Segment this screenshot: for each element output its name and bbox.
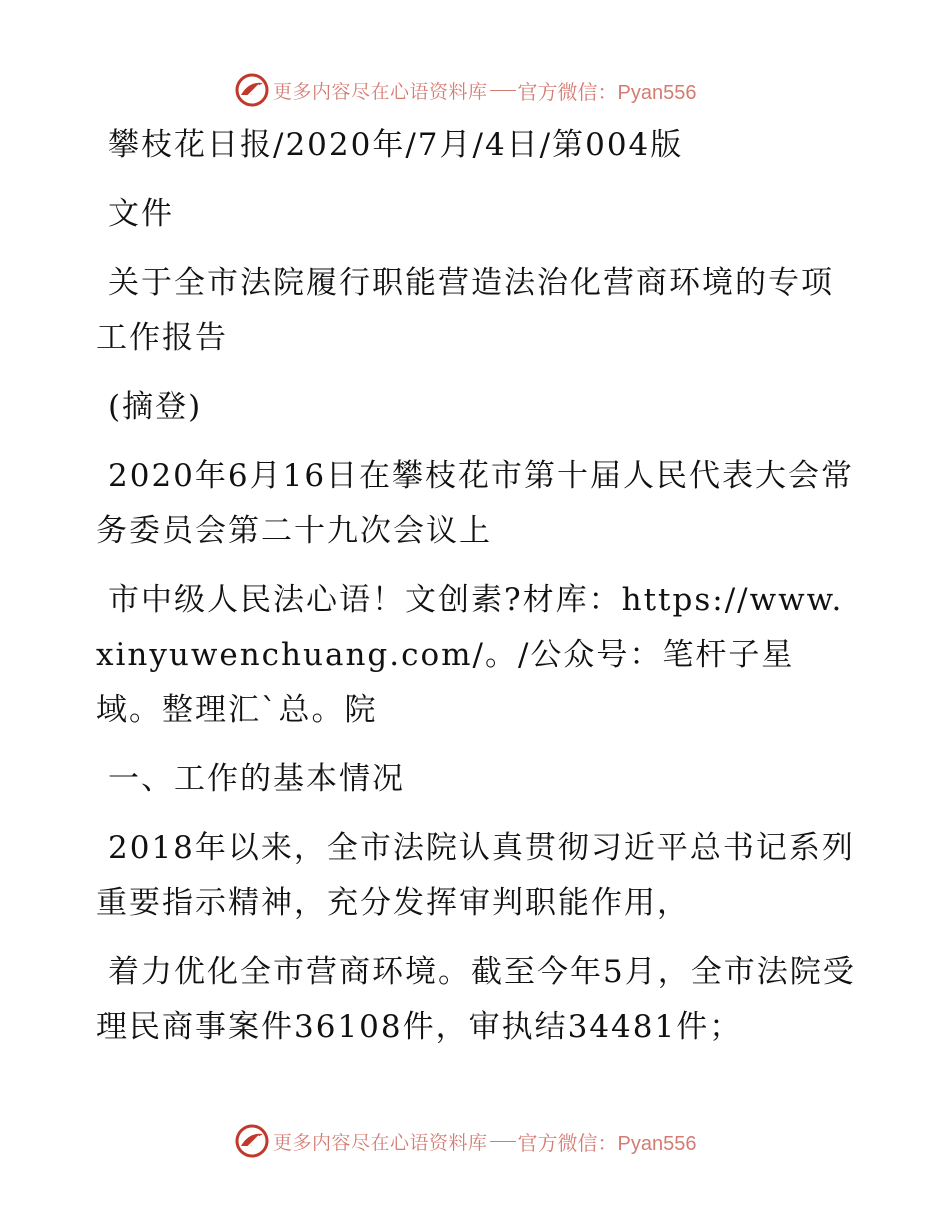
watermark-text: 更多内容尽在心语资料库 xyxy=(273,1131,488,1154)
watermark-separator xyxy=(490,90,516,91)
watermark-footer xyxy=(235,1123,696,1159)
report-title: 关于全市法院履行职能营造法治化营商环境的专项工作报告 xyxy=(96,265,834,356)
watermark-wechat: 官方微信：Pyan556 xyxy=(517,1132,697,1155)
heading-basic-situation: 一、工作的基本情况 xyxy=(108,761,405,797)
brand-logo-icon xyxy=(235,73,269,107)
dateline: 攀枝花日报/2020年/7月/4日/第004版 xyxy=(108,127,684,163)
watermark-wechat: 官方微信：Pyan556 xyxy=(517,81,697,104)
meeting-line: 2020年6月16日在攀枝花市第十届人民代表大会常务委员会第二十九次会议上 xyxy=(96,458,855,549)
document-body xyxy=(96,118,856,1069)
watermark-header xyxy=(235,72,696,108)
speaker-line: 市中级人民法心语！文创素?材库：https://www.xinyuwenchuang.com/。/公众号：笔杆子星域。整理汇`总。院 xyxy=(96,582,844,728)
report-subtitle: (摘登) xyxy=(108,389,203,425)
body-paragraph: 着力优化全市营商环境。截至今年5月，全市法院受理民商事案件36108件，审执结34481件； xyxy=(96,954,856,1045)
body-paragraph: 2018年以来，全市法院认真贯彻习近平总书记系列重要指示精神，充分发挥审判职能作用， xyxy=(96,830,855,921)
brand-logo-icon xyxy=(235,1124,269,1158)
section-label: 文件 xyxy=(108,196,174,232)
watermark-separator xyxy=(490,1141,516,1142)
watermark-text: 更多内容尽在心语资料库 xyxy=(273,80,488,103)
